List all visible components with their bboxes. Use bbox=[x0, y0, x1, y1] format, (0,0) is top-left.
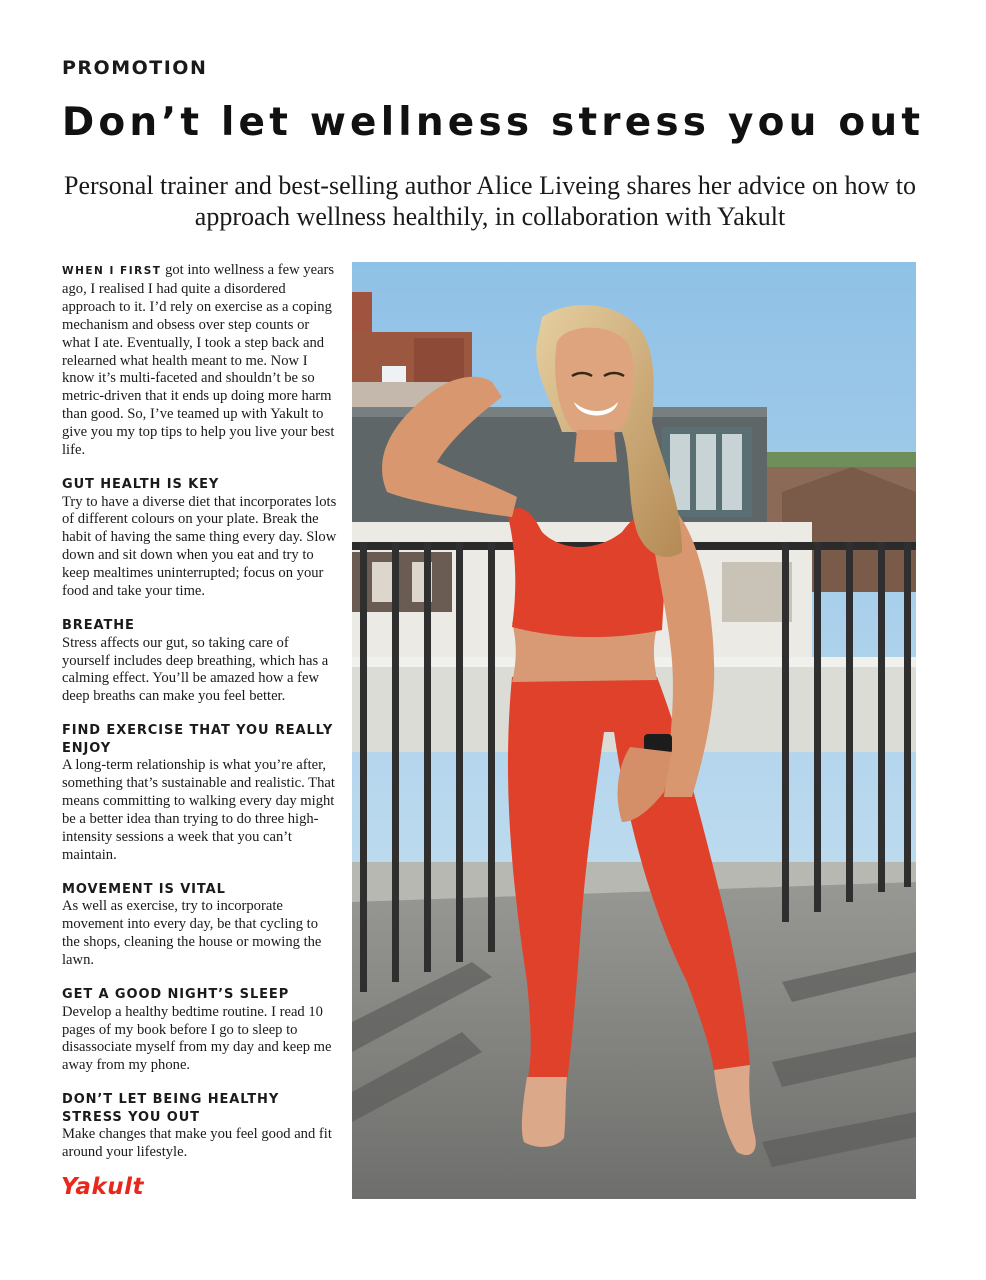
tip-body: Stress affects our gut, so taking care of yourself includes deep breathing, which has a calming effect. You’ll be amazed how a few deep breaths can make you feel better. bbox=[62, 634, 329, 705]
intro-paragraph bbox=[62, 262, 338, 460]
tip-body: Try to have a diverse diet that incorporates lots of different colours on your plate. Break the habit of having the same thing every day. Slow down and sit down when you eat and try to keep mealtimes uninterrupted; focus on your food and take your time. bbox=[62, 493, 337, 600]
intro-text: got into wellness a few years ago, I realised I had quite a disordered approach to it. I’d rely on exercise as a coping mechanism and obsess over step counts or what I ate. Eventually, I took a step back and relearned what health meant to me. Now I know it’s multi-faceted and shouldn’t be so metric-driven that it ends up doing more harm than good. So, I’ve teamed up with Yakult to give you my top tips to help you live your best life. bbox=[62, 262, 335, 459]
tip-sleep bbox=[62, 986, 338, 1075]
tip-gut-health bbox=[62, 476, 338, 601]
tip-body: As well as exercise, try to incorporate movement into every day, be that cycling to the shops, cleaning the house or mowing the lawn. bbox=[62, 898, 322, 969]
intro-lead-in: WHEN I FIRST bbox=[62, 265, 162, 277]
tip-breathe bbox=[62, 617, 338, 706]
article-headline: Don’t let wellness stress you out bbox=[61, 100, 925, 145]
tip-heading: BREATHE bbox=[62, 618, 135, 633]
tip-exercise bbox=[62, 722, 338, 865]
tip-heading: FIND EXERCISE THAT YOU REALLY ENJOY bbox=[62, 723, 334, 756]
tip-dont-stress bbox=[62, 1091, 338, 1162]
yakult-logo: Yakult bbox=[61, 1174, 144, 1200]
tip-body: A long-term relationship is what you’re after, something that’s sustainable and realistic. That means committing to walking every day might be a better idea than trying to do three high-intensity sessions a week that you can’t maintain. bbox=[62, 757, 335, 863]
tip-heading: GUT HEALTH IS KEY bbox=[62, 476, 220, 492]
tip-heading: GET A GOOD NIGHT’S SLEEP bbox=[62, 987, 290, 1003]
tip-heading: MOVEMENT IS VITAL bbox=[62, 881, 226, 897]
tip-body: Develop a healthy bedtime routine. I read 10 pages of my book before I go to sleep to disassociate myself from my day and keep me away from my phone. bbox=[62, 1003, 332, 1074]
article-standfirst: Personal trainer and best-selling author Alice Liveing shares her advice on how to approach wellness healthily, in collaboration with Yakult bbox=[64, 171, 916, 231]
tip-heading: DON’T LET BEING HEALTHY STRESS YOU OUT bbox=[62, 1092, 280, 1125]
promotion-label: PROMOTION bbox=[62, 57, 208, 79]
tip-body: Make changes that make you feel good and fit around your lifestyle. bbox=[62, 1126, 332, 1161]
article-body bbox=[62, 262, 338, 1162]
feature-photo bbox=[352, 262, 916, 1199]
tip-movement bbox=[62, 881, 338, 970]
